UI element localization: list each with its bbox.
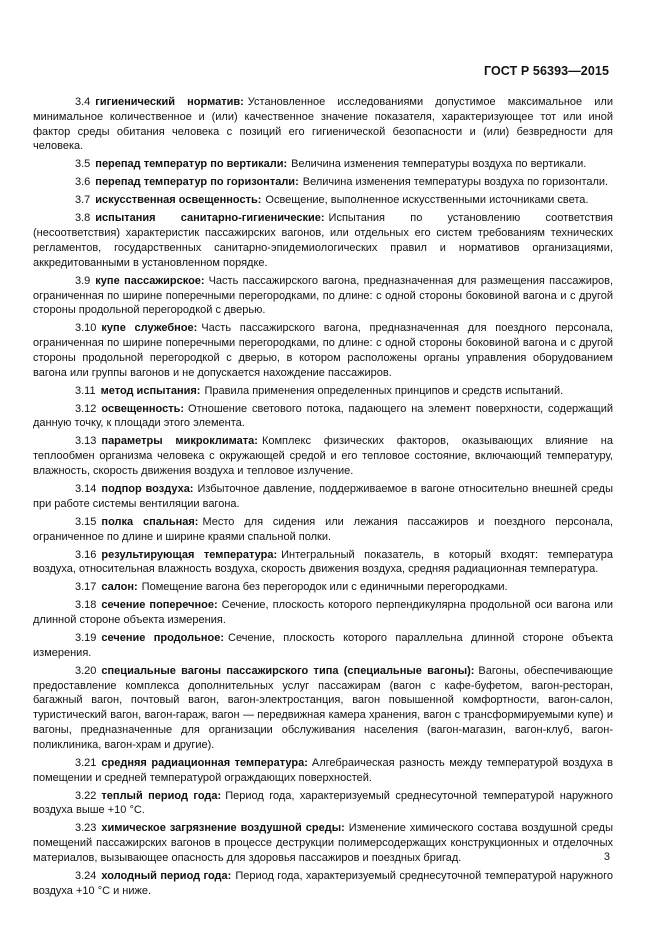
- clause-number: 3.21: [75, 756, 97, 769]
- definitions-list: [33, 95, 613, 902]
- definition-entry: [33, 434, 613, 478]
- definition-text: Период года, характеризуемый среднесуточной температурой наружного воздуха +10 °С и ниже.: [33, 870, 613, 897]
- clause-number: 3.22: [75, 789, 97, 802]
- term: купе служебное:: [101, 322, 198, 335]
- definition-text: Изменение химического состава воздушной среды помещений пассажирских вагонов в процессе деструкции полимерсодержащих конструкционных и отделочных материалов, вызывающее опасность для здоровья пассажиров и поездных бригад.: [33, 822, 613, 865]
- definition-entry: [33, 631, 613, 661]
- definition-text: Алгебраическая разность между температурой воздуха в помещении и средней температурой ограждающих поверхностей.: [33, 756, 613, 784]
- definition-text: Место для сидения или лежания пассажиров и поездного персонала, ограниченное по длине и ширине краями спальной полки.: [33, 515, 613, 543]
- definition-entry: [33, 548, 613, 578]
- term: искусственная освещенность:: [95, 194, 262, 207]
- clause-number: 3.7: [75, 194, 91, 207]
- definition-entry: [33, 664, 613, 753]
- clause-number: 3.10: [75, 322, 97, 335]
- definition-text: Избыточное давление, поддерживаемое в вагоне относительно внешней среды при работе системы вентиляции вагона.: [33, 483, 614, 510]
- definition-text: Правила применения определенных принципов и средств испытаний.: [204, 384, 564, 397]
- definition-text: Сечение, плоскость которого перпендикулярна продольной оси вагона или длинной стороне объекта измерения.: [33, 599, 614, 627]
- term: сечение поперечное:: [101, 599, 218, 612]
- term: перепад температур по горизонтали:: [95, 176, 299, 189]
- page-number: 3: [603, 851, 610, 863]
- term: купе пассажирское:: [95, 274, 205, 287]
- clause-number: 3.17: [75, 581, 97, 594]
- term: гигиенический норматив:: [95, 96, 244, 108]
- term: результирующая температура:: [101, 548, 278, 561]
- term: специальные вагоны пассажирского типа (специальные вагоны):: [101, 664, 475, 677]
- definition-text: Освещение, выполненное искусственными источниками света.: [265, 194, 589, 207]
- definition-entry: [33, 821, 613, 865]
- term: параметры микроклимата:: [101, 435, 258, 448]
- definition-entry: [33, 157, 613, 172]
- term: метод испытания:: [100, 384, 201, 397]
- definition-text: Часть пассажирского вагона, предназначенная для размещения пассажиров, ограниченная по ширине поперечными перегородками, по длине: с одной стороны боковиной вагона и с другой стороны продольной перегородкой с дверью.: [33, 274, 614, 317]
- clause-number: 3.13: [75, 435, 97, 448]
- clause-number: 3.15: [75, 515, 97, 528]
- definition-text: Помещение вагона без перегородок или с единичными перегородками.: [141, 581, 508, 594]
- definition-entry: [33, 175, 613, 190]
- definition-text: Интегральный показатель, в который входят: температура воздуха, относительная влажность воздуха, скорость движения воздуха, средняя радиационная температура.: [33, 548, 613, 576]
- clause-number: 3.4: [75, 96, 91, 108]
- term: сечение продольное:: [101, 632, 225, 645]
- definition-text: Период года, характеризуемый среднесуточной температурой наружного воздуха выше +10 °С.: [33, 789, 613, 817]
- term: освещенность:: [101, 402, 185, 415]
- standard-designation: ГОСТ Р 56393—2015: [483, 64, 609, 78]
- definition-text: Испытания по установлению соответствия (несоответствия) характеристик пассажирских вагонов, или отдельных его систем требованиям технических регламентов, государственных санитарно-эпидемиологических правил и нормативов организациями, аккредитованными в установленном порядке.: [33, 212, 613, 269]
- definition-entry: [33, 402, 613, 432]
- term: холодный период года:: [101, 870, 232, 882]
- definition-entry: [33, 515, 613, 545]
- clause-number: 3.11: [75, 384, 96, 397]
- clause-number: 3.12: [75, 402, 97, 415]
- definition-text: Отношение светового потока, падающего на элемент поверхности, содержащий данную точку, к площади этого элемента.: [33, 402, 613, 430]
- definition-entry: [33, 756, 613, 786]
- clause-number: 3.6: [75, 176, 91, 189]
- clause-number: 3.16: [75, 548, 97, 561]
- definition-entry: [33, 95, 613, 154]
- definition-entry: [33, 321, 613, 380]
- definition-entry: [33, 598, 613, 628]
- clause-number: 3.20: [75, 664, 97, 677]
- term: подпор воздуха:: [101, 483, 194, 495]
- definition-entry: [33, 789, 613, 819]
- definition-entry: [33, 869, 613, 899]
- term: средняя радиационная температура:: [101, 756, 308, 769]
- definition-text: Вагоны, обеспечивающие предоставление комплекса дополнительных услуг пассажирам (вагон с кафе-буфетом, вагон-ресторан, багажный вагон, почтовый вагон, вагон-электростанция, вагон повышенной комфортности, вагон-салон, туристический вагон, вагон-гараж, вагон — передвижная камера хранения, вагон с трансформируемыми купе) и вагоны, предназначенные для организации обслуживания населения (вагон-магазин, вагон-клуб, вагон-поликлиника, вагон-храм и другие).: [33, 664, 613, 751]
- clause-number: 3.18: [75, 599, 97, 612]
- term: испытания санитарно-гигиенические:: [95, 212, 325, 225]
- definition-text: Сечение, плоскость которого параллельна длинной стороне объекта измерения.: [33, 632, 613, 659]
- definition-text: Величина изменения температуры воздуха по горизонтали.: [302, 176, 609, 189]
- clause-number: 3.5: [75, 158, 91, 171]
- definition-text: Установленное исследованиями допустимое максимальное или минимальное количественное и (или) качественное значение показателя, характеризующее тот или иной фактор среды обитания человека с позиций его гигиенической безопасности и (или) безвредности для человека.: [33, 96, 613, 153]
- clause-number: 3.23: [75, 822, 97, 835]
- definition-text: Величина изменения температуры воздуха по вертикали.: [291, 158, 587, 171]
- definition-entry: [33, 482, 613, 512]
- clause-number: 3.19: [75, 632, 97, 645]
- term: химическое загрязнение воздушной среды:: [101, 822, 345, 835]
- definition-text: Комплекс физических факторов, оказывающих влияние на теплообмен организма человека с окружающей средой и его тепловое состояние, включающий температуру, влажность, скорость движения воздуха и тепловое излучение.: [33, 435, 613, 478]
- clause-number: 3.14: [75, 483, 97, 495]
- term: теплый период года:: [101, 789, 222, 802]
- term: полка спальная:: [101, 515, 199, 528]
- clause-number: 3.24: [75, 870, 97, 882]
- clause-number: 3.8: [75, 212, 91, 225]
- term: салон:: [101, 581, 138, 594]
- definition-entry: [33, 274, 613, 318]
- definition-entry: [33, 580, 613, 595]
- definition-entry: [33, 193, 613, 208]
- term: перепад температур по вертикали:: [95, 158, 288, 171]
- definition-entry: [33, 211, 613, 270]
- definition-text: Часть пассажирского вагона, предназначенная для поездного персонала, ограниченная по ширине поперечными перегородками, по длине: с одной стороны боковиной вагона и с другой стороны продольной перегородкой с дверью, в котором расположены органы управления оборудованием вагона или группы вагонов и не допускается нахождение пассажиров.: [33, 322, 613, 379]
- definition-entry: [33, 384, 613, 399]
- clause-number: 3.9: [75, 274, 91, 287]
